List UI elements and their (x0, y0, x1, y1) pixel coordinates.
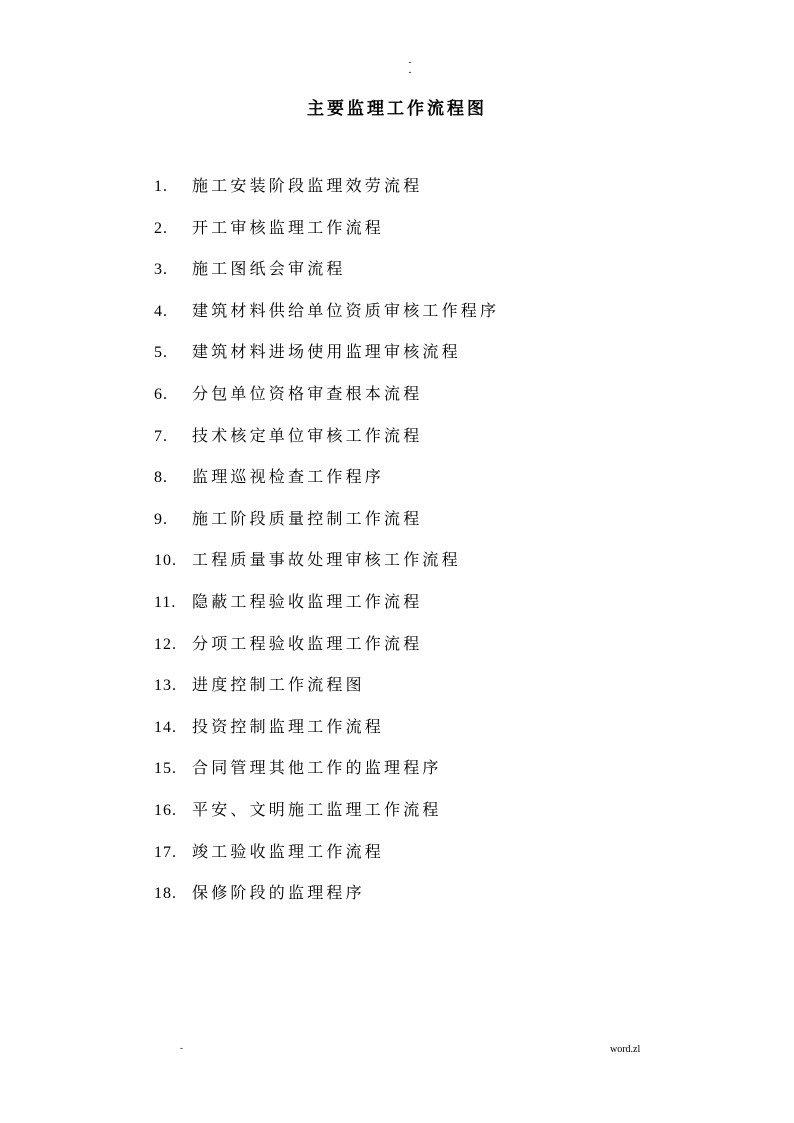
item-text: 监理巡视检查工作程序 (192, 467, 385, 487)
item-text: 施工图纸会审流程 (192, 259, 346, 279)
item-text: 竣工验收监理工作流程 (192, 841, 385, 861)
header-marks (404, 58, 416, 78)
list-item (154, 300, 499, 342)
item-text: 分包单位资格审查根本流程 (192, 383, 423, 403)
item-text: 保修阶段的监理程序 (192, 883, 365, 903)
item-number: 18. (154, 885, 177, 903)
list-item (154, 425, 499, 467)
item-text: 投资控制监理工作流程 (192, 716, 385, 736)
item-number: 6. (154, 385, 168, 403)
page-title: 主要监理工作流程图 (307, 99, 487, 119)
item-number: 7. (154, 427, 168, 445)
item-number: 8. (154, 469, 168, 487)
item-number: 17. (154, 843, 177, 861)
footer-watermark: word.zl (610, 1044, 641, 1055)
item-text: 施工阶段质量控制工作流程 (192, 508, 423, 528)
list-item (154, 258, 499, 300)
item-text: 隐蔽工程验收监理工作流程 (192, 591, 423, 611)
item-number: 15. (154, 760, 177, 778)
item-number: 2. (154, 219, 168, 237)
list-item (154, 466, 499, 508)
list-item (154, 549, 499, 591)
header-mark: - (408, 58, 412, 68)
list-item (154, 175, 499, 217)
item-text: 建筑材料供给单位资质审核工作程序 (192, 300, 500, 320)
item-number: 4. (154, 302, 168, 320)
item-number: 16. (154, 801, 177, 819)
item-text: 分项工程验收监理工作流程 (192, 633, 423, 653)
item-number: 14. (154, 718, 177, 736)
list-item (154, 674, 499, 716)
list-item (154, 799, 499, 841)
list-item (154, 383, 499, 425)
item-number: 10. (154, 552, 177, 570)
list-item (154, 217, 499, 259)
item-text: 施工安装阶段监理效劳流程 (192, 176, 423, 195)
item-text: 建筑材料进场使用监理审核流程 (192, 342, 461, 362)
list-item (154, 841, 499, 883)
list-item (154, 633, 499, 675)
item-text: 合同管理其他工作的监理程序 (192, 758, 442, 778)
item-text: 开工审核监理工作流程 (192, 217, 385, 237)
item-text: 进度控制工作流程图 (192, 675, 365, 695)
item-text: 技术核定单位审核工作流程 (192, 425, 423, 445)
flowchart-list (154, 175, 499, 924)
item-number: 11. (154, 593, 177, 611)
item-text: 工程质量事故处理审核工作流程 (192, 550, 461, 570)
list-item (154, 882, 499, 924)
item-number: 13. (154, 677, 177, 695)
header-mark: - (408, 68, 412, 78)
item-number: 12. (154, 635, 177, 653)
item-number: 5. (154, 344, 168, 362)
footer-mark: - (180, 1044, 184, 1054)
list-item (154, 591, 499, 633)
item-number: 9. (154, 510, 168, 528)
item-text: 平安、文明施工监理工作流程 (192, 799, 442, 819)
list-item (154, 341, 499, 383)
list-item (154, 716, 499, 758)
item-number: 3. (154, 261, 168, 279)
list-item (154, 508, 499, 550)
item-number: 1. (154, 178, 168, 195)
list-item (154, 757, 499, 799)
